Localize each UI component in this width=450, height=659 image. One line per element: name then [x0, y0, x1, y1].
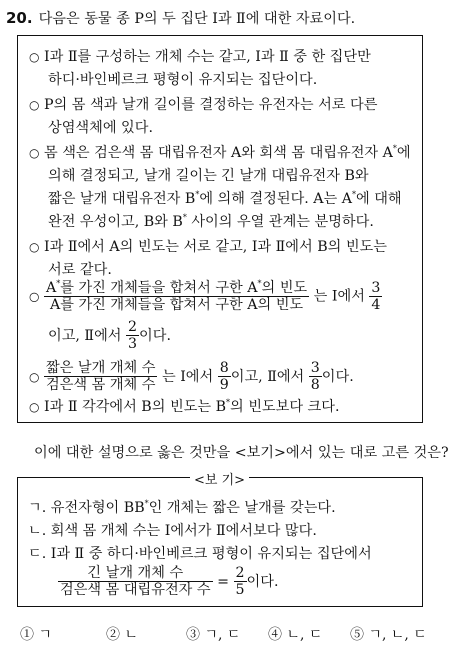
- question-number: 20.: [6, 9, 33, 27]
- ratio-text: 는 Ⅰ에서: [161, 368, 214, 385]
- value-denominator: 5: [235, 582, 245, 599]
- bogi-item-label: ㄷ.: [28, 546, 47, 562]
- ratio-value-1: [369, 280, 382, 314]
- star-mark: *: [226, 398, 230, 407]
- bullet-2-text: P의 몸 색과 날개 길이를 결정하는 유전자는 서로 다른: [44, 97, 378, 113]
- ratio-numerator: [44, 279, 309, 297]
- bogi-item-label: ㄱ.: [28, 500, 47, 516]
- answer-choices: [20, 624, 440, 644]
- bullet-icon: ○: [29, 50, 40, 64]
- value-numerator: 3: [310, 360, 320, 376]
- value-denominator: 8: [310, 377, 320, 394]
- value-numerator: 3: [371, 279, 381, 296]
- question-stem: 이에 대한 설명으로 옳은 것만을 <보기>에서 있는 대로 고른 것은?: [34, 445, 449, 461]
- value-denominator: 3: [128, 336, 138, 353]
- bullet-3-line-4: [48, 211, 374, 231]
- bullet-6-line: [29, 360, 354, 394]
- value-numerator: 2: [128, 319, 138, 335]
- ratio-numerator: 짧은 날개 개체 수: [46, 360, 156, 376]
- ratio-value-2: [126, 319, 139, 353]
- bogi-box: [17, 477, 423, 607]
- star-mark: *: [352, 190, 356, 199]
- bullet-3-text: 의해 결정되고, 날개 길이는 긴 날개 대립유전자 B와: [48, 168, 369, 184]
- bullet-3-text: 완전 우성이고, B와 B: [48, 214, 183, 230]
- ratio-text: 이고, Ⅱ에서: [48, 327, 122, 344]
- ratio-text: 는 Ⅰ에서: [313, 288, 365, 305]
- bogi-item-d-formula: [58, 565, 278, 599]
- choice-3[interactable]: ③ ㄱ, ㄷ: [186, 627, 241, 643]
- bullet-2-line-1: [29, 94, 377, 114]
- ratio-numerator-text: 의 빈도: [261, 280, 308, 296]
- bullet-3-text: 몸 색은 검은색 몸 대립유전자 A와 회색 몸 대립유전자 A: [44, 145, 393, 161]
- value-denominator: 9: [219, 377, 229, 394]
- bogi-item-d: [28, 543, 372, 563]
- star-mark: *: [392, 144, 397, 153]
- ratio-denominator: 검은색 몸 개체 수: [46, 377, 156, 394]
- bullet-1-text-cont: 하디·바인베르크 평형이 유지되는 집단이다.: [48, 72, 318, 88]
- bullet-2-text-cont: 상염색체에 있다.: [48, 120, 153, 136]
- value-numerator: 8: [219, 360, 229, 376]
- bullet-3-line-1: [29, 142, 411, 162]
- bogi-item-text: 이다.: [246, 573, 279, 590]
- choice-4[interactable]: ④ ㄴ, ㄷ: [268, 627, 323, 643]
- bullet-4-line-2: [48, 259, 112, 279]
- bullet-3-text: 에 의해 결정된다. A는 A: [199, 191, 352, 207]
- bullet-5-line-2: [48, 319, 171, 353]
- bullet-3-text: 에 대해: [356, 191, 402, 207]
- bullet-icon: ○: [29, 240, 40, 254]
- bogi-item-text: 회색 몸 개체 수는 Ⅰ에서가 Ⅱ에서보다 많다.: [50, 523, 317, 539]
- ratio-numerator: 긴 날개 개체 수: [58, 565, 213, 582]
- bullet-icon: ○: [29, 289, 40, 304]
- bullet-7-text: 의 빈도보다 크다.: [230, 399, 340, 415]
- bullet-icon: ○: [29, 146, 40, 160]
- value-denominator: 4: [371, 296, 381, 313]
- bogi-item-label: ㄴ.: [28, 523, 47, 539]
- ratio-text: 이다.: [139, 327, 171, 344]
- choice-2[interactable]: ② ㄴ: [106, 627, 138, 643]
- bullet-2-line-2: [48, 117, 153, 137]
- value-numerator: 2: [235, 565, 245, 581]
- allele-frequency-ratio: [44, 279, 309, 314]
- star-mark: *: [56, 279, 61, 288]
- bogi-title: <보 기>: [190, 469, 249, 488]
- bullet-1-line-1: [29, 46, 371, 66]
- bullet-3-text: 사이의 우열 관계는 분명하다.: [186, 214, 374, 230]
- ratio-text: 이다.: [321, 368, 354, 385]
- data-box: [17, 35, 423, 423]
- bullet-4-text: Ⅰ과 Ⅱ에서 A의 빈도는 서로 같고, Ⅰ과 Ⅱ에서 B의 빈도는: [44, 239, 387, 255]
- choice-5[interactable]: ⑤ ㄱ, ㄴ, ㄷ: [350, 627, 427, 643]
- equals-sign: =: [217, 573, 229, 590]
- bogi-item-n: [28, 520, 317, 540]
- bullet-3-line-2: [48, 165, 369, 185]
- bullet-3-line-3: [48, 188, 402, 208]
- bullet-1-line-2: [48, 69, 317, 89]
- ratio-denominator: A를 가진 개체들을 합쳐서 구한 A의 빈도: [50, 297, 304, 314]
- ratio-numerator-text: 를 가진 개체들을 합쳐서 구한 A: [60, 280, 258, 296]
- ratio-text: 이고, Ⅱ에서: [230, 368, 305, 385]
- bullet-7-text: Ⅰ과 Ⅱ 각각에서 B의 빈도는 B: [44, 399, 226, 415]
- bullet-5-line-1: [29, 279, 382, 314]
- ratio-denominator: 검은색 몸 대립유전자 수: [60, 582, 211, 599]
- bullet-3-text: 에: [396, 145, 411, 161]
- ratio-value: [234, 565, 247, 599]
- bullet-3-text: 짧은 날개 대립유전자 B: [48, 191, 196, 207]
- ratio-value-1: [218, 360, 231, 394]
- star-mark: *: [144, 499, 149, 508]
- bullet-4-text-cont: 서로 같다.: [48, 262, 112, 278]
- star-mark: *: [257, 279, 262, 288]
- bullet-icon: ○: [29, 98, 40, 112]
- ratio-numerator-text: A: [46, 280, 57, 296]
- star-mark: *: [195, 190, 200, 199]
- wing-body-ratio: [44, 360, 157, 394]
- bogi-item-text: 유전자형이 BB: [50, 500, 145, 516]
- long-wing-allele-ratio: [58, 565, 213, 599]
- bullet-icon: ○: [29, 400, 40, 414]
- bogi-item-g: [28, 497, 336, 517]
- ratio-value-2: [309, 360, 322, 394]
- bullet-icon: ○: [29, 369, 40, 384]
- bogi-item-text: 인 개체는 짧은 날개를 갖는다.: [148, 500, 336, 516]
- question-header: [6, 8, 355, 28]
- question-text: 다음은 동물 종 P의 두 집단 Ⅰ과 Ⅱ에 대한 자료이다.: [38, 11, 356, 27]
- star-mark: *: [182, 213, 187, 222]
- bullet-1-text: Ⅰ과 Ⅱ를 구성하는 개체 수는 같고, Ⅰ과 Ⅱ 중 한 집단만: [44, 49, 371, 65]
- choice-1[interactable]: ① ㄱ: [20, 627, 52, 643]
- bullet-4-line-1: [29, 236, 387, 256]
- bogi-item-text: Ⅰ과 Ⅱ 중 하디·바인베르크 평형이 유지되는 집단에서: [50, 546, 372, 562]
- bullet-7-line: [29, 396, 339, 416]
